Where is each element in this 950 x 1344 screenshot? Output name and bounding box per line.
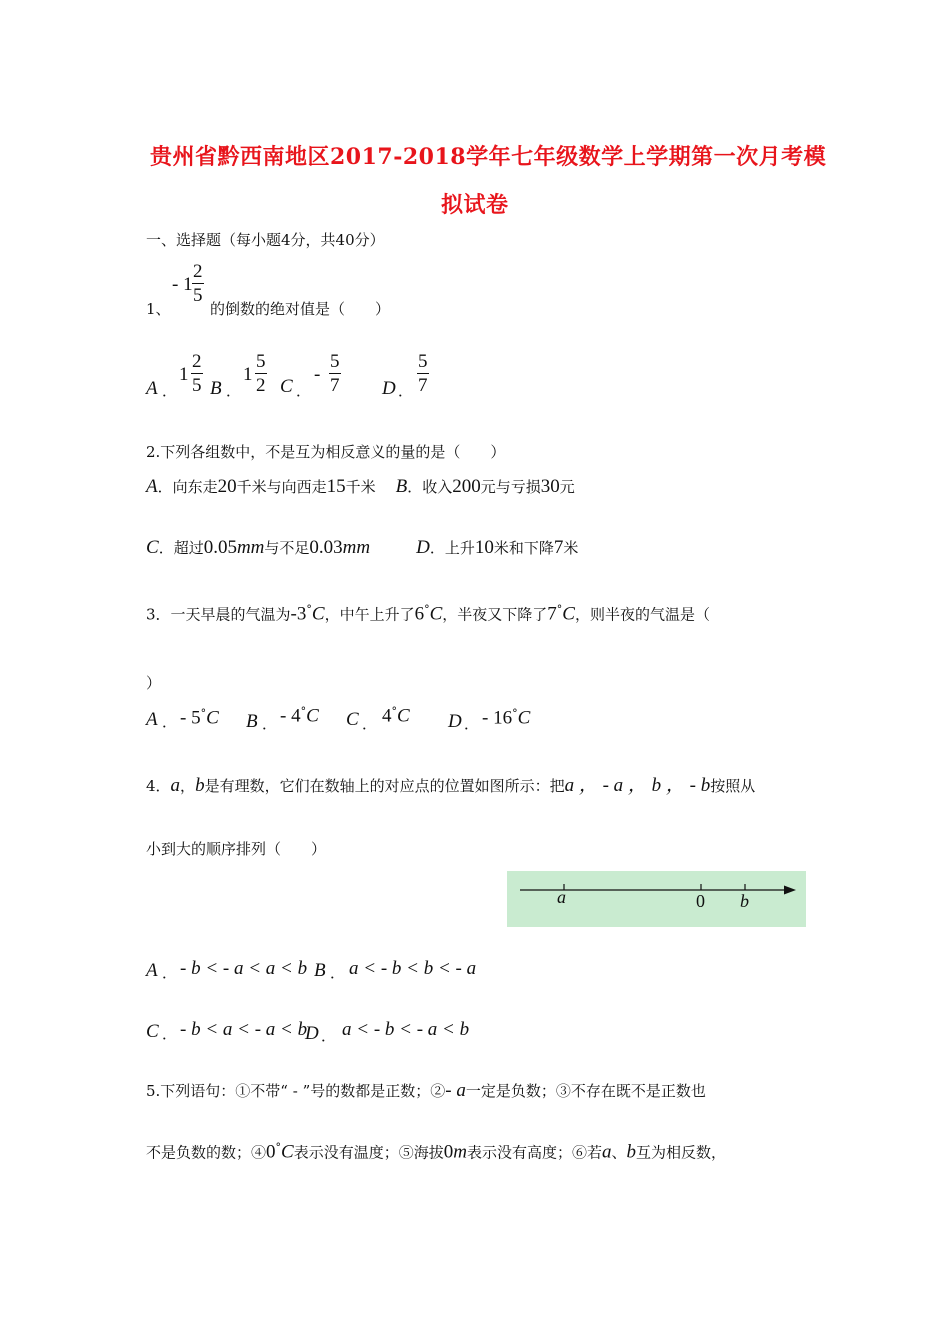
question-text: 一定是负数；③不存在既不是正数也 [465, 1082, 706, 1100]
comma: ， [180, 777, 196, 795]
option-label-d: D [448, 711, 462, 732]
unit: mm [342, 537, 371, 558]
option-label-c: C [146, 1021, 159, 1042]
number: 20 [217, 476, 237, 497]
question-2: 2.下列各组数中，不是互为相反意义的量的是（ ） [146, 443, 506, 461]
fraction-denominator: 5 [192, 375, 202, 396]
question-text: 的倒数的绝对值是（ ） [210, 300, 391, 318]
option-dot: ． [296, 382, 312, 400]
degree-symbol: ° [200, 707, 207, 720]
option-dot: ． [398, 382, 414, 400]
arrow-head-icon [784, 886, 796, 895]
axis-label-0: 0 [696, 891, 705, 911]
question-3-close: ） [146, 674, 162, 692]
q4-options-row-1 [146, 958, 546, 988]
temperature-value: - 16 [482, 707, 513, 729]
temperature-value: 4 [382, 705, 392, 727]
option-label-a: A [146, 709, 158, 730]
option-dot: ． [162, 964, 178, 982]
option-text: 元与亏损 [480, 478, 541, 496]
unit: C [311, 603, 325, 625]
fraction-numerator: 5 [256, 351, 266, 372]
number: 0 [266, 1141, 276, 1163]
number: 15 [326, 476, 346, 497]
option-dot: ． [362, 715, 378, 733]
option-label-b: B [395, 476, 408, 497]
fraction-numerator: 2 [193, 261, 203, 282]
degree-symbol: ° [556, 603, 563, 616]
page-title-line2: 拟试卷 [441, 192, 509, 218]
q2-option-row-1 [146, 476, 575, 498]
section-heading: 一、选择题（每小题4分，共40分） [146, 231, 385, 249]
expression-neg-a: - a [445, 1080, 466, 1101]
variable-a: a [170, 775, 181, 796]
q2-option-row-2 [146, 537, 578, 559]
question-text: 不是负数的数；④ [146, 1143, 267, 1162]
option-dot: ． [162, 713, 178, 731]
option-b-fraction [255, 352, 267, 395]
option-label-b: B [314, 960, 326, 981]
option-dot: ． [330, 964, 346, 982]
option-label-c: C [346, 709, 359, 730]
option-d-value: a < - b < - a < b [342, 1019, 470, 1040]
question-3 [146, 603, 710, 625]
option-d-fraction [417, 352, 429, 395]
unit: C [206, 707, 219, 729]
option-label-b: B [246, 711, 258, 732]
fraction-numerator: 5 [330, 351, 340, 372]
degree-symbol: ° [300, 705, 307, 718]
option-label-c: C [146, 537, 159, 558]
option-dot: ． [321, 1027, 337, 1045]
question-text: 表示没有高度；⑥若 [466, 1143, 602, 1162]
q4-options-row-2 [146, 1019, 546, 1049]
option-d-value [482, 707, 530, 729]
unit: m [453, 1141, 467, 1163]
degree-symbol: ° [391, 705, 397, 718]
degree-symbol: ° [424, 603, 430, 616]
temperature-value: 7 [547, 603, 557, 625]
mixed-number-whole: - 1 [172, 274, 193, 295]
number: 0.03 [309, 537, 343, 558]
separator: 、 [611, 1143, 627, 1162]
option-text: 千米与向西走 [236, 478, 327, 496]
fraction-denominator: 5 [193, 285, 203, 306]
option-dot: ． [162, 1025, 178, 1043]
question-text: ，半夜又下降了 [442, 605, 548, 624]
unit: C [281, 1141, 294, 1163]
variable-b: b [626, 1141, 636, 1163]
option-a-fraction [191, 352, 203, 395]
unit: C [306, 705, 319, 727]
question-4 [146, 770, 755, 797]
option-c-value: - b < a < - a < b [180, 1019, 308, 1040]
number: 30 [540, 476, 560, 497]
option-label-b: B [210, 378, 222, 399]
question-4-line2: 小到大的顺序排列（ ） [146, 840, 327, 858]
degree-symbol: ° [306, 603, 312, 616]
number: 200 [452, 476, 481, 497]
option-text: 与不足 [264, 539, 310, 557]
number: 10 [474, 537, 494, 558]
variable-a: a [601, 1141, 612, 1163]
unit: C [517, 707, 531, 729]
number: 0.05 [203, 537, 237, 558]
expression-list: a ， - a ， b ， - b [564, 775, 711, 796]
q3-options [146, 705, 566, 735]
option-text: 千米 [345, 478, 376, 496]
number-line-svg [507, 871, 806, 927]
variable-b: b [195, 775, 205, 796]
option-label-a: A [146, 960, 158, 981]
temperature-value: -3 [290, 603, 307, 625]
number: 7 [553, 537, 564, 558]
question-number: 1、 [146, 300, 171, 318]
temperature-value: - 4 [280, 705, 301, 727]
question-5-line2 [146, 1141, 726, 1163]
fraction-denominator: 2 [256, 375, 266, 396]
temperature-value: - 5 [180, 707, 201, 729]
option-text: ．向东走 [157, 478, 218, 496]
fraction-denominator: 7 [418, 375, 428, 396]
option-text: 元 [559, 478, 575, 496]
option-c-fraction [329, 352, 341, 395]
unit: C [397, 705, 410, 727]
option-a-value: - b < - a < a < b [180, 958, 308, 979]
option-text: ．超过 [158, 539, 204, 557]
option-label-a: A [146, 476, 158, 497]
number-line-figure [507, 871, 806, 927]
option-label-a: A [146, 378, 158, 399]
option-dot: ． [464, 715, 480, 733]
option-c-value [382, 705, 410, 727]
option-label-c: C [280, 376, 293, 397]
option-text: ．收入 [407, 478, 453, 496]
fraction-numerator: 2 [192, 351, 202, 372]
fraction-denominator: 7 [330, 375, 340, 396]
unit: mm [236, 537, 265, 558]
question-text: ，则半夜的气温是（ [574, 605, 710, 624]
page-title: 贵州省黔西南地区2017-2018学年七年级数学上学期第一次月考模 [150, 144, 827, 170]
question-text: 5.下列语句：①不带“ - ”号的数都是正数；② [146, 1082, 446, 1100]
question-text: 3．一天早晨的气温为 [146, 605, 291, 624]
option-a-value [180, 707, 219, 729]
option-a-whole: 1 [179, 364, 189, 385]
option-label-d: D [416, 537, 430, 558]
option-dot: ． [162, 382, 178, 400]
question-5 [146, 1080, 706, 1102]
fraction-numerator: 5 [418, 351, 428, 372]
temperature-value: 6 [414, 603, 425, 625]
q1-options [146, 350, 466, 400]
unit: C [429, 603, 443, 625]
option-text: 米 [563, 539, 579, 557]
question-text: 按照从 [710, 777, 756, 795]
option-text: ．上升 [429, 539, 475, 557]
degree-symbol: ° [275, 1141, 282, 1154]
axis-label-a: a [557, 887, 566, 907]
option-text: 米和下降 [493, 539, 554, 557]
question-text: ，中午上升了 [324, 605, 415, 624]
option-b-whole: 1 [243, 364, 253, 385]
option-label-d: D [382, 378, 396, 399]
option-dot: ． [262, 715, 278, 733]
question-text: 是有理数，它们在数轴上的对应点的位置如图所示：把 [204, 777, 565, 795]
option-b-value: a < - b < b < - a [349, 958, 477, 979]
question-text: 互为相反数， [635, 1143, 726, 1162]
number: 0 [443, 1141, 454, 1163]
question-number: 4． [146, 777, 171, 795]
option-b-value [280, 705, 319, 727]
question-text: 表示没有温度；⑤海拔 [293, 1143, 444, 1162]
axis-label-b: b [740, 891, 749, 911]
degree-symbol: ° [512, 707, 518, 720]
option-dot: ． [226, 382, 242, 400]
option-label-d: D [305, 1023, 319, 1044]
unit: C [562, 603, 575, 625]
option-c-sign: - [314, 364, 321, 385]
fraction [192, 262, 204, 305]
